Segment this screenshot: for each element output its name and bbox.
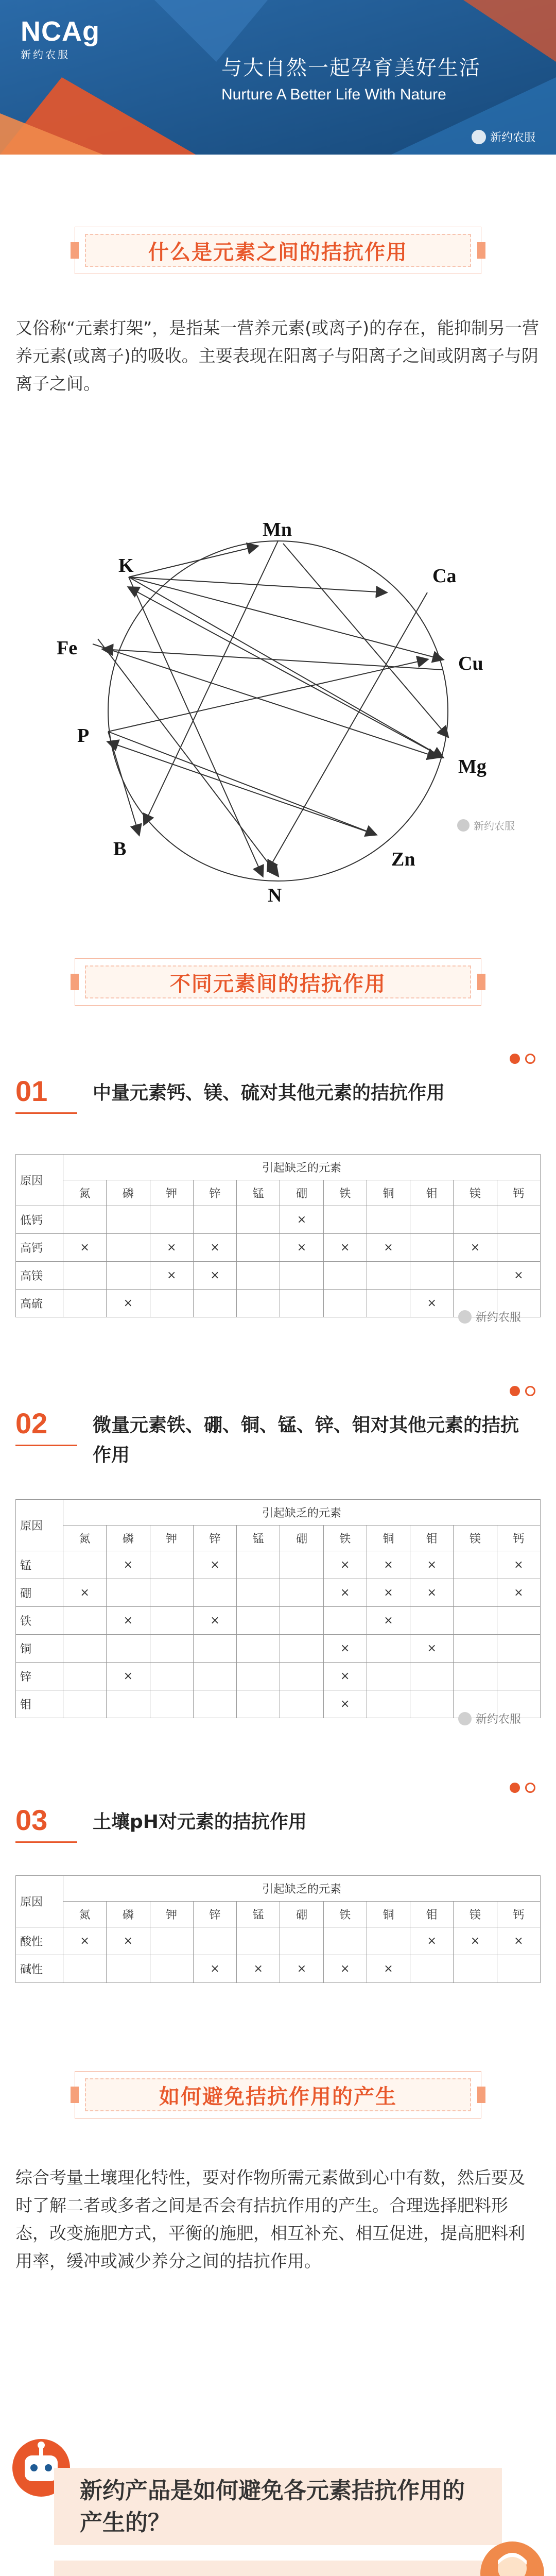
table-corner-cell: 原因 [16, 1500, 63, 1551]
table-cell [367, 1690, 410, 1718]
element-p: P [77, 725, 90, 747]
table-cell: × [193, 1551, 236, 1579]
section-title-text: 不同元素间的拮抗作用 [170, 972, 386, 996]
table-cell [280, 1290, 323, 1317]
table-column-header: 锰 [237, 1180, 280, 1206]
item-number: 02 [15, 1407, 48, 1439]
row-label: 碱性 [16, 1955, 63, 1983]
table-corner-cell: 原因 [16, 1876, 63, 1927]
table-cell: × [323, 1551, 367, 1579]
title-cap-right [477, 974, 485, 990]
table-cell [150, 1607, 193, 1635]
row-label: 高钙 [16, 1234, 63, 1262]
slogan [221, 52, 481, 104]
table-cell [410, 1955, 454, 1983]
table-cell [237, 1690, 280, 1718]
table-cell [107, 1690, 150, 1718]
table-cell [193, 1690, 236, 1718]
table-cell: × [323, 1663, 367, 1690]
table-cell [150, 1663, 193, 1690]
section-title-text: 如何避免拮抗作用的产生 [159, 2084, 397, 2109]
wechat-icon [472, 130, 486, 144]
table-column-header: 磷 [107, 1902, 150, 1927]
question-text: 新约产品是如何避免各元素拮抗作用的产生的？ [80, 2478, 465, 2536]
table-cell [367, 1927, 410, 1955]
row-label: 铁 [16, 1607, 63, 1635]
table-column-header: 氮 [63, 1902, 107, 1927]
table-column-header: 铜 [367, 1902, 410, 1927]
table-soil-ph [15, 1875, 541, 1983]
table-cell [193, 1579, 236, 1607]
table-cell: × [454, 1927, 497, 1955]
table-column-header: 硼 [280, 1180, 323, 1206]
table-cell [280, 1635, 323, 1663]
table-cell: × [323, 1234, 367, 1262]
table-cell [323, 1927, 367, 1955]
answer-box [54, 2561, 502, 2576]
table-cell [410, 1206, 454, 1234]
table-cell [63, 1551, 107, 1579]
table-column-header: 硼 [280, 1902, 323, 1927]
element-b: B [113, 838, 127, 860]
table-column-header: 锰 [237, 1526, 280, 1551]
row-label: 锌 [16, 1663, 63, 1690]
table-column-header: 钾 [150, 1526, 193, 1551]
definition-paragraph: 又俗称“元素打架”，是指某一营养元素(或离子)的存在，能抑制另一营养元素(或离子)的吸收。主要表现在阳离子与阳离子之间或阴离子与阴离子之间。 [15, 318, 539, 394]
table-column-header: 磷 [107, 1526, 150, 1551]
table-column-header: 锌 [193, 1180, 236, 1206]
title-cap-left [71, 974, 79, 990]
table-cell [193, 1206, 236, 1234]
watermark-text: 新约农服 [490, 131, 535, 144]
table-corner-cell: 原因 [16, 1155, 63, 1206]
table-cell: × [280, 1234, 323, 1262]
item-title: 中量元素钙、镁、硫对其他元素的拮抗作用 [93, 1082, 445, 1104]
table-cell [280, 1551, 323, 1579]
table-cell [280, 1607, 323, 1635]
table-cell [410, 1663, 454, 1690]
element-n: N [268, 885, 282, 906]
table-cell: × [150, 1234, 193, 1262]
table-column-header: 镁 [454, 1526, 497, 1551]
header-banner [0, 0, 556, 155]
element-cu: Cu [458, 653, 483, 674]
table-cell: × [193, 1262, 236, 1290]
table-cell [150, 1690, 193, 1718]
table-cell [323, 1607, 367, 1635]
table-cell [150, 1290, 193, 1317]
table-cell: × [107, 1927, 150, 1955]
decor-dots [510, 1054, 535, 1064]
table-row [16, 1579, 541, 1607]
table-cell [63, 1635, 107, 1663]
table-row [16, 1635, 541, 1663]
table-cell [193, 1290, 236, 1317]
row-label: 高硫 [16, 1290, 63, 1317]
table-cell [454, 1607, 497, 1635]
row-label: 酸性 [16, 1927, 63, 1955]
table-column-header: 镁 [454, 1902, 497, 1927]
table-column-header: 铜 [367, 1526, 410, 1551]
avoid-paragraph: 综合考量土壤理化特性，要对作物所需元素做到心中有数，然后要及时了解二者或多者之间是否会有拮抗作用的产生。合理选择肥料形态，改变施肥方式，平衡的施肥，相互补充、相互促进，提高肥料利用率，缓冲或减少养分之间的拮抗作用。 [15, 2167, 525, 2271]
row-label: 铜 [16, 1635, 63, 1663]
table-cell [237, 1206, 280, 1234]
table-cell [280, 1262, 323, 1290]
table-column-header: 钾 [150, 1180, 193, 1206]
table-cell [497, 1663, 540, 1690]
title-cap-left [71, 2087, 79, 2103]
table-cell: × [323, 1955, 367, 1983]
table-ca-mg-s [15, 1154, 541, 1317]
table-cell [497, 1234, 540, 1262]
table-cell [63, 1262, 107, 1290]
table-cell [193, 1635, 236, 1663]
section-title-avoid [75, 2071, 481, 2119]
table-cell: × [107, 1551, 150, 1579]
title-inner [85, 2078, 471, 2111]
table-cell: × [150, 1262, 193, 1290]
table-cell: × [280, 1206, 323, 1234]
item-title: 微量元素铁、硼、铜、锰、锌、钼对其他元素的拮抗作用 [93, 1415, 519, 1466]
table-column-header: 磷 [107, 1180, 150, 1206]
table-cell [237, 1579, 280, 1607]
table-cell: × [63, 1234, 107, 1262]
row-label: 硼 [16, 1579, 63, 1607]
table-cell: × [367, 1551, 410, 1579]
table-cell [237, 1635, 280, 1663]
table-column-header: 氮 [63, 1180, 107, 1206]
watermark-text: 新约农服 [476, 1311, 522, 1324]
table-cell: × [63, 1579, 107, 1607]
table-cell [367, 1635, 410, 1663]
element-ca: Ca [432, 565, 457, 587]
table-cell [107, 1579, 150, 1607]
table-row [16, 1955, 541, 1983]
table-cell [497, 1607, 540, 1635]
table-cell [497, 1635, 540, 1663]
table-cell [150, 1635, 193, 1663]
table-cell: × [410, 1927, 454, 1955]
table-cell [150, 1927, 193, 1955]
decor-dots [510, 1783, 535, 1793]
table-cell [193, 1663, 236, 1690]
title-cap-right [477, 242, 485, 259]
table-column-header: 铜 [367, 1180, 410, 1206]
table-row [16, 1206, 541, 1234]
table-cell [323, 1290, 367, 1317]
table-cell [107, 1262, 150, 1290]
table-cell [280, 1579, 323, 1607]
table-column-header: 氮 [63, 1526, 107, 1551]
table-watermark [458, 1710, 521, 1726]
table-cell [63, 1663, 107, 1690]
table-cell [410, 1262, 454, 1290]
table-cell [497, 1955, 540, 1983]
table-cell: × [63, 1927, 107, 1955]
table-cell [323, 1206, 367, 1234]
table-cell: × [193, 1955, 236, 1983]
table-cell [323, 1262, 367, 1290]
table-column-header: 镁 [454, 1180, 497, 1206]
table-column-header: 钙 [497, 1180, 540, 1206]
table-cell [237, 1607, 280, 1635]
table-group-header: 引起缺乏的元素 [63, 1500, 541, 1526]
table-cell [63, 1206, 107, 1234]
table-cell [410, 1690, 454, 1718]
table-cell [150, 1551, 193, 1579]
table-cell: × [497, 1262, 540, 1290]
table-column-header: 铁 [323, 1526, 367, 1551]
wheel-circle [108, 541, 448, 881]
table-cell [107, 1206, 150, 1234]
table-column-header: 钾 [150, 1902, 193, 1927]
number-underline [15, 1445, 77, 1446]
table-cell: × [367, 1234, 410, 1262]
table-cell [454, 1551, 497, 1579]
table-column-header: 钼 [410, 1902, 454, 1927]
logo-mark: NCAg [21, 16, 100, 47]
row-label: 高镁 [16, 1262, 63, 1290]
table-cell [280, 1663, 323, 1690]
item-number: 01 [15, 1075, 48, 1107]
table-cell [410, 1607, 454, 1635]
table-column-header: 钼 [410, 1180, 454, 1206]
table-cell [454, 1206, 497, 1234]
table-cell [237, 1234, 280, 1262]
table-row [16, 1262, 541, 1290]
table-cell [367, 1663, 410, 1690]
table-cell: × [410, 1290, 454, 1317]
brand-logo [21, 15, 100, 61]
table-cell: × [323, 1635, 367, 1663]
advisor-avatar-icon [479, 2540, 546, 2576]
table-cell [193, 1927, 236, 1955]
antagonism-wheel-diagram [15, 515, 541, 907]
table-cell: × [410, 1579, 454, 1607]
table-cell [454, 1579, 497, 1607]
table-micro-elements [15, 1499, 541, 1718]
table-cell [150, 1579, 193, 1607]
table-row [16, 1607, 541, 1635]
table-group-header: 引起缺乏的元素 [63, 1155, 541, 1180]
table-cell [454, 1663, 497, 1690]
table-cell: × [497, 1927, 540, 1955]
logo-subtitle: 新约农服 [21, 48, 70, 61]
section-title-definition [75, 227, 481, 274]
table-cell [237, 1663, 280, 1690]
title-inner [85, 234, 471, 267]
table-column-header: 钙 [497, 1902, 540, 1927]
table-cell: × [237, 1955, 280, 1983]
table-row [16, 1551, 541, 1579]
table-cell [107, 1234, 150, 1262]
title-cap-right [477, 2087, 485, 2103]
table-cell [237, 1551, 280, 1579]
table-cell [63, 1290, 107, 1317]
table-row [16, 1234, 541, 1262]
table-cell: × [367, 1607, 410, 1635]
table-cell [237, 1290, 280, 1317]
table-cell: × [497, 1551, 540, 1579]
table-row [16, 1663, 541, 1690]
row-label: 钼 [16, 1690, 63, 1718]
table-cell [454, 1955, 497, 1983]
table-column-header: 硼 [280, 1526, 323, 1551]
number-underline [15, 1841, 77, 1843]
slogan-english: Nurture A Better Life With Nature [221, 86, 446, 103]
decor-dots [510, 1386, 535, 1396]
table-cell [410, 1234, 454, 1262]
table-column-header: 铁 [323, 1902, 367, 1927]
table-column-header: 钼 [410, 1526, 454, 1551]
header-watermark [472, 129, 535, 145]
item-title: 土壤pH对元素的拮抗作用 [93, 1811, 307, 1833]
wechat-icon [458, 1712, 472, 1725]
slogan-chinese: 与大自然一起孕育美好生活 [221, 56, 481, 80]
table-cell: × [280, 1955, 323, 1983]
table-cell: × [193, 1234, 236, 1262]
table-cell: × [107, 1607, 150, 1635]
table-cell [367, 1290, 410, 1317]
title-inner [85, 965, 471, 998]
table-column-header: 锰 [237, 1902, 280, 1927]
row-label: 低钙 [16, 1206, 63, 1234]
table-row [16, 1927, 541, 1955]
table-group-header: 引起缺乏的元素 [63, 1876, 541, 1902]
diagram-watermark: 新约农服 [474, 820, 515, 832]
table-cell: × [454, 1234, 497, 1262]
table-cell [367, 1262, 410, 1290]
question-box [54, 2468, 502, 2545]
element-k: K [118, 555, 134, 577]
table-cell [280, 1690, 323, 1718]
section-title-antagonism [75, 958, 481, 1006]
table-cell: × [367, 1955, 410, 1983]
table-watermark [458, 1309, 521, 1325]
table-column-header: 铁 [323, 1180, 367, 1206]
table-cell [280, 1927, 323, 1955]
table-cell: × [323, 1579, 367, 1607]
table-cell [454, 1262, 497, 1290]
element-zn: Zn [391, 849, 415, 870]
wechat-icon [458, 1310, 472, 1324]
table-cell: × [367, 1579, 410, 1607]
table-cell: × [497, 1579, 540, 1607]
table-cell: × [193, 1607, 236, 1635]
watermark-text: 新约农服 [476, 1713, 522, 1726]
element-mn: Mn [263, 519, 292, 540]
table-cell [107, 1955, 150, 1983]
section-title-text: 什么是元素之间的拮抗作用 [148, 240, 408, 264]
item-number: 03 [15, 1804, 48, 1836]
table-cell [497, 1206, 540, 1234]
table-column-header: 钙 [497, 1526, 540, 1551]
table-cell [237, 1927, 280, 1955]
table-cell [454, 1635, 497, 1663]
table-cell: × [410, 1551, 454, 1579]
title-cap-left [71, 242, 79, 259]
table-cell [63, 1690, 107, 1718]
number-underline [15, 1112, 77, 1114]
table-cell [237, 1262, 280, 1290]
table-cell: × [107, 1290, 150, 1317]
table-cell: × [410, 1635, 454, 1663]
row-label: 锰 [16, 1551, 63, 1579]
table-cell [63, 1607, 107, 1635]
table-cell: × [323, 1690, 367, 1718]
table-cell [107, 1635, 150, 1663]
table-cell [367, 1206, 410, 1234]
wheel-svg [15, 515, 541, 907]
table-cell [150, 1955, 193, 1983]
table-column-header: 锌 [193, 1526, 236, 1551]
element-fe: Fe [57, 637, 78, 659]
table-cell [150, 1206, 193, 1234]
table-column-header: 锌 [193, 1902, 236, 1927]
table-cell: × [107, 1663, 150, 1690]
element-mg: Mg [458, 756, 486, 777]
table-cell [63, 1955, 107, 1983]
